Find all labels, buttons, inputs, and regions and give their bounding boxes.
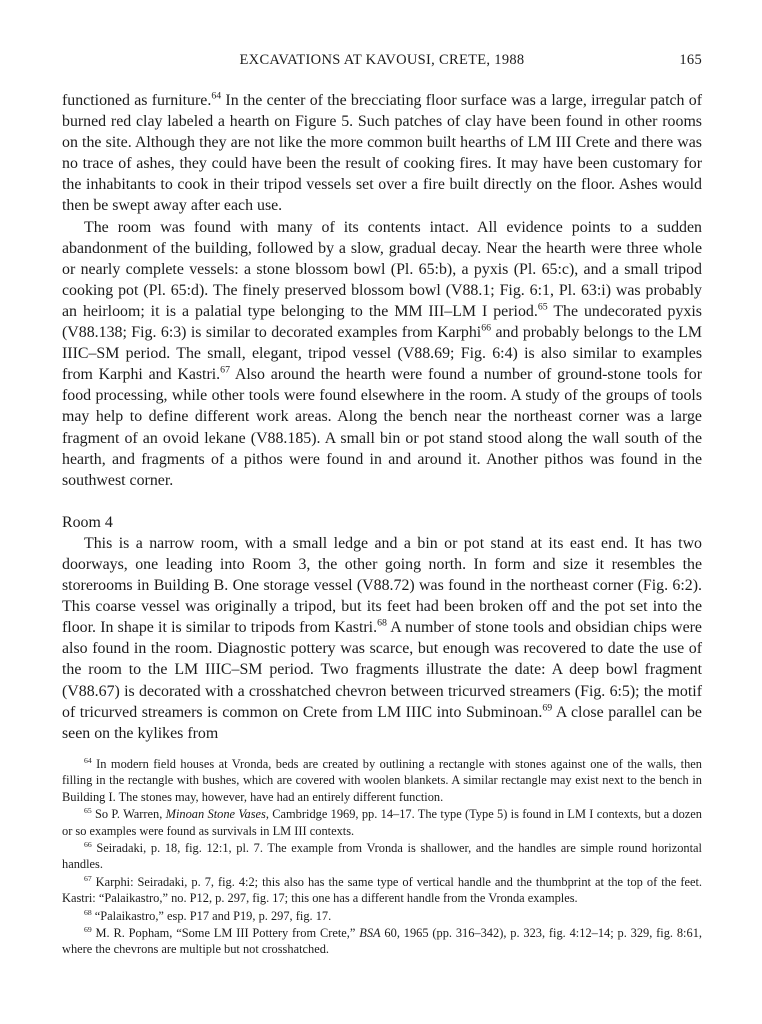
section-heading-room-4: Room 4	[62, 513, 113, 531]
footnote-69: $^{69}$ M. R. Popham, “Some LM III Pottery from Crete,” BSA 60, 1965 (pp. 316–342), p. 323, fig. 4:12–14; p. 329, fig. 8:61, where the chevrons are multiple but not crosshatched.	[62, 924, 702, 957]
footnote-66: $^{66}$ Seiradaki, p. 18, fig. 12:1, pl. 7. The example from Vronda is shallower, and the handles are simple round horizontal handles.	[62, 839, 702, 872]
paragraph-room-4: This is a narrow room, with a small ledge and a bin or pot stand at its east end. It has two doorways, one leading into Room 3, the other going north. In form and size it resembles the storerooms in Building B. One storage vessel (V88.72) was found in the northeast corner (Fig. 6:2). This coarse vessel was originally a tripod, but its feet had been broken off and the pot set into the floor. In shape it is similar to tripods from Kastri.$^{68}$ A number of stone tools and obsidian chips were also found in the room. Diagnostic pottery was scarce, but enough was recovered to date the use of the room to the LM IIIC–SM period. Two fragments illustrate the date: A deep bowl fragment (V88.67) is decorated with a crosshatched chevron between tricurved streamers (Fig. 6:5); the motif of tricurved streamers is common on Crete from LM IIIC into Subminoan.$^{69}$ A close parallel can be seen on the kylikes from	[62, 534, 702, 742]
footnotes	[62, 756, 702, 959]
paragraph-hearth: functioned as furniture.$^{64}$ In the center of the brecciating floor surface was a large, irregular patch of burned red clay labeled a hearth on Figure 5. Such patches of clay have been found in other rooms on the site. Although they are not like the more common built hearths of LM III Crete and there was no trace of ashes, they could have been the result of cooking fires. It may have been customary for the inhabitants to cook in their tripod vessels set over a fire built directly on the floor. Ashes would then be swept away after each use.	[62, 90, 703, 215]
footnote-64: $^{64}$ In modern field houses at Vronda, beds are created by outlining a rectangle with stones against one of the walls, then filling in the rectangle with bushes, which are covered with woolen blankets. A similar rectangle may exist next to the bench in Building I. The stones may, however, have had an entirely different function.	[62, 755, 702, 804]
footnote-ref-68: 68	[377, 617, 387, 629]
footnote-ref-65: 65	[537, 301, 548, 313]
page-number: 165	[679, 52, 702, 68]
body-text	[62, 90, 702, 744]
footnote-67: $^{67}$ Karphi: Seiradaki, p. 7, fig. 4:2; this also has the same type of vertical handle and the thumbprint at the top of the feet. Kastri: “Palaikastro,” no. P12, p. 297, fig. 17; this one has a different handle from the Vronda examples.	[62, 873, 702, 906]
paragraph-room-contents: The room was found with many of its contents intact. All evidence points to a sudden abandonment of the building, followed by a slow, gradual decay. Near the hearth were three whole or nearly complete vessels: a stone blossom bowl (Pl. 65:b), a pyxis (Pl. 65:c), and a small tripod cooking pot (Pl. 65:d). The finely preserved blossom bowl (V88.1; Fig. 6:1, Pl. 63:i) was probably an heirloom; it is a palatial type belonging to the MM III–LM I period.$^{65}$ The undecorated pyxis (V88.138; Fig. 6:3) is similar to decorated examples from Karphi$^{66}$ and probably belongs to the LM IIIC–SM period. The small, elegant, tripod vessel (V88.69; Fig. 6:4) is also similar to examples from Karphi and Kastri.$^{67}$ Also around the hearth were found a number of ground-stone tools for food processing, while other tools were found elsewhere in the room. A study of the groups of tools may help to define different work areas. Along the bench near the northeast corner was a large fragment of an ovoid lekane (V88.185). A small bin or pot stand stood along the wall south of the hearth, and fragments of a pithos were found in and around it. Another pithos was found in the southwest corner.	[62, 218, 702, 489]
footnote-ref-69: 69	[542, 702, 553, 714]
footnote-ref-66: 66	[481, 322, 492, 334]
footnote-ref-67: 67	[220, 364, 230, 376]
footnote-ref-64: 64	[211, 90, 222, 102]
footnote-65: $^{65}$ So P. Warren, Minoan Stone Vases, Cambridge 1969, pp. 14–17. The type (Type 5) is found in LM I contexts, but a dozen or so examples were found as survivals in LM III contexts.	[62, 806, 702, 838]
running-title: EXCAVATIONS AT KAVOUSI, CRETE, 1988	[239, 52, 525, 68]
footnote-68: $^{68}$ “Palaikastro,” esp. P17 and P19, p. 297, fig. 17.	[84, 907, 332, 923]
